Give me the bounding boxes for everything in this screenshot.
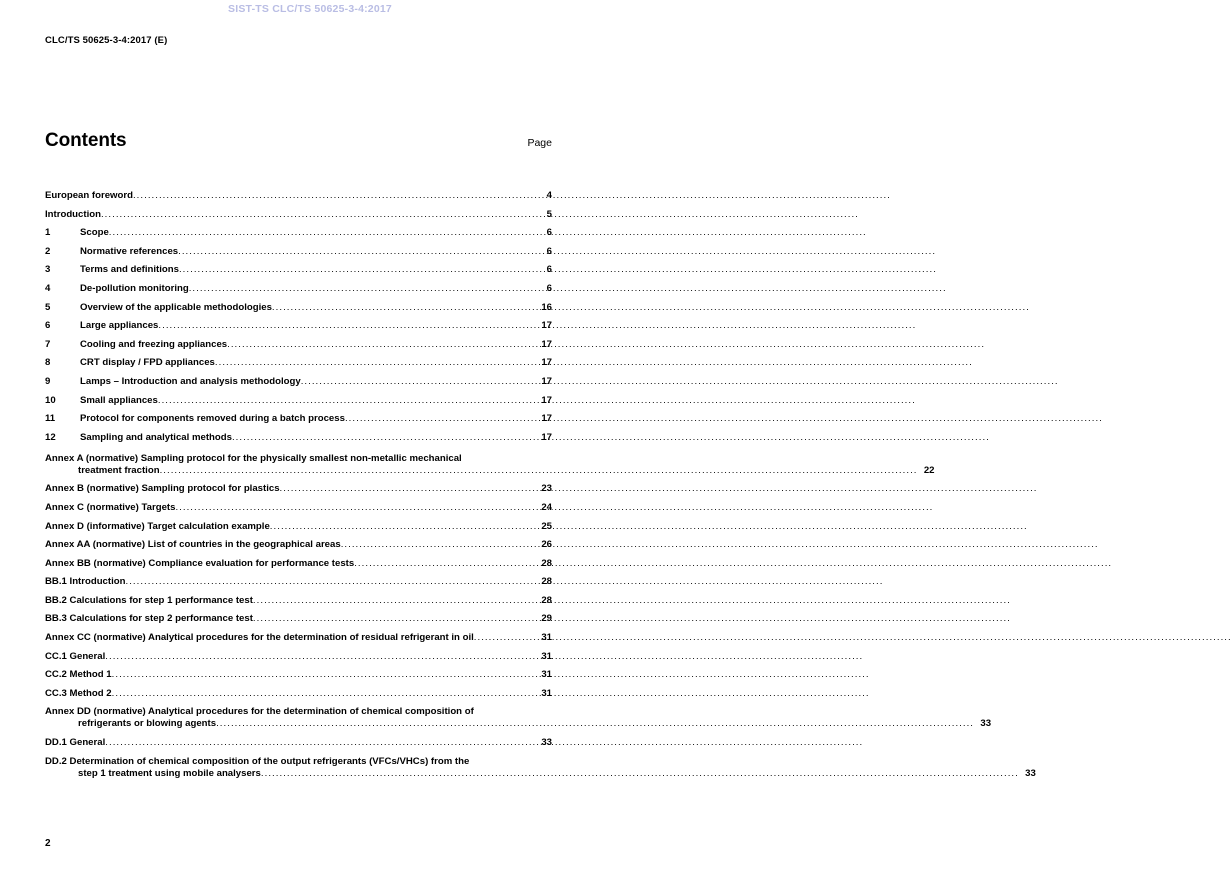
toc-entry-title: Introduction [45,208,101,220]
toc-entry-page-number: 6 [546,264,552,276]
toc-entry-page-number: 26 [541,539,552,551]
toc-leader-dots [216,718,974,730]
toc-leader-dots [227,339,535,350]
toc-entry[interactable] [45,209,552,221]
toc-entry-title: Annex C (normative) Targets [45,501,176,513]
toc-entry-number: 5 [45,301,51,313]
toc-entry-page-number: 6 [546,282,552,294]
toc-entry[interactable] [45,413,552,425]
toc-entry[interactable] [45,613,552,625]
toc-entry-title: Cooling and freezing appliances [80,338,228,350]
watermark-header: SIST-TS CLC/TS 50625-3-4:2017 [228,3,392,15]
toc-entry-page-number: 33 [980,718,992,730]
footer-page-number: 2 [45,838,51,849]
contents-header-row [45,130,552,152]
toc-leader-dots [125,576,535,587]
toc-entry-page-number: 28 [541,576,552,588]
toc-entry-title: DD.1 General [45,737,106,749]
toc-leader-dots [189,283,535,294]
toc-entry-number: 11 [45,413,56,425]
toc-entry[interactable] [45,576,552,588]
toc-entry-page-number: 25 [541,520,552,532]
toc-entry-title: Annex D (informative) Target calculation example [45,520,270,532]
toc-entry-title: Annex AA (normative) List of countries in the geographical areas [45,539,341,551]
toc-leader-dots [232,432,535,443]
toc-entry-title: Scope [80,227,109,239]
toc-leader-dots [345,413,535,424]
toc-leader-dots [253,595,535,606]
toc-entry[interactable] [45,395,552,407]
toc-entry[interactable] [45,688,552,700]
toc-entry[interactable] [45,483,552,495]
toc-entry-page-number: 17 [541,394,552,406]
toc-entry-number: 8 [45,357,51,369]
toc-entry-title: European foreword [45,190,133,201]
toc-entry-page-number: 17 [541,413,552,425]
toc-entry-title: Annex CC (normative) Analytical procedures for the determination of residual refrigerant in oil [45,632,474,644]
toc-entry-page-number: 5 [546,208,552,220]
toc-entry[interactable] [45,283,552,295]
toc-entry-title: Large appliances [80,320,159,332]
toc-leader-dots [354,558,535,569]
toc-leader-dots [109,227,535,238]
toc-leader-dots [215,357,535,368]
toc-entry-page-number: 33 [1025,767,1036,779]
toc-entry[interactable] [45,264,552,276]
toc-entry-number: 7 [45,338,51,350]
table-of-contents [45,190,1036,786]
toc-entry-number: 10 [45,394,56,406]
toc-entry-title: Annex A (normative) Sampling protocol for the physically smallest non-metallic mechanical [45,452,462,464]
toc-entry[interactable] [45,669,552,681]
toc-entry[interactable] [45,737,552,749]
toc-entry-number: 1 [45,227,51,239]
toc-entry-title: Annex BB (normative) Compliance evaluation for performance tests [45,557,355,569]
toc-entry-page-number: 31 [541,632,552,644]
toc-entry[interactable] [45,521,552,533]
toc-entry-title: DD.2 Determination of chemical composition of the output refrigerants (VFCs/VHCs) from the [45,755,470,767]
toc-entry-title: CRT display / FPD appliances [80,357,215,369]
toc-entry-page-number: 17 [541,357,552,369]
toc-entry[interactable] [45,320,552,332]
toc-entry[interactable] [45,357,552,369]
toc-entry[interactable] [45,227,552,239]
toc-leader-dots [105,651,535,662]
toc-entry-title-continuation: treatment fraction [78,464,160,476]
toc-leader-dots [272,302,535,313]
toc-entry-page-number: 22 [923,464,935,476]
toc-entry[interactable] [45,452,935,477]
toc-entry-page-number: 28 [541,594,552,606]
toc-leader-dots [261,768,1019,780]
toc-entry-title: Terms and definitions [80,264,179,276]
toc-entry[interactable] [45,755,1036,780]
toc-leader-dots [160,465,918,477]
running-head: CLC/TS 50625-3-4:2017 (E) [45,35,168,46]
toc-entry-page-number: 33 [541,737,552,749]
toc-entry-page-number: 4 [546,190,552,201]
toc-entry-page-number: 17 [541,338,552,350]
toc-leader-dots [474,632,535,643]
toc-entry-number: 12 [45,431,56,443]
page-title: Contents [45,130,127,151]
toc-entry-title: BB.1 Introduction [45,576,126,588]
toc-entry[interactable] [45,651,552,663]
toc-entry-page-number: 23 [541,483,552,495]
toc-entry[interactable] [45,339,552,351]
toc-entry-title: CC.3 Method 2 [45,687,112,699]
toc-entry[interactable] [45,632,552,644]
toc-entry-title-continuation: step 1 treatment using mobile analysers [78,767,261,779]
toc-entry[interactable] [45,432,552,444]
toc-entry-title: Sampling and analytical methods [80,431,232,443]
toc-entry[interactable] [45,190,552,202]
toc-entry-number: 3 [45,264,51,276]
toc-entry[interactable] [45,302,552,314]
toc-entry[interactable] [45,539,552,551]
toc-leader-dots [301,376,535,387]
toc-entry-title: BB.2 Calculations for step 1 performance test [45,594,253,606]
toc-leader-dots [270,521,535,532]
toc-entry[interactable] [45,706,992,730]
toc-leader-dots [175,502,535,513]
toc-entry-title: BB.3 Calculations for step 2 performance test [45,613,253,625]
toc-leader-dots [158,395,535,406]
toc-entry-page-number: 31 [541,669,552,681]
toc-entry-title: De-pollution monitoring [80,282,189,294]
toc-leader-dots [253,613,535,624]
toc-entry-page-number: 29 [541,613,552,625]
toc-leader-dots [112,669,535,680]
toc-entry-number: 2 [45,245,51,257]
toc-leader-dots [101,209,535,220]
toc-entry-page-number: 28 [541,557,552,569]
toc-leader-dots [105,737,535,748]
toc-entry-title: Annex B (normative) Sampling protocol for plastics [45,483,280,495]
toc-entry-number: 6 [45,320,51,332]
toc-leader-dots [179,264,535,275]
toc-entry-page-number: 24 [541,501,552,513]
toc-leader-dots [158,320,535,331]
toc-entry-page-number: 31 [541,650,552,662]
toc-entry-page-number: 16 [541,301,552,313]
toc-entry-page-number: 17 [541,320,552,332]
toc-entry-title: Lamps – Introduction and analysis methodology [80,375,301,387]
toc-leader-dots [280,483,535,494]
toc-entry-title: Normative references [80,245,179,257]
toc-entry-page-number: 31 [541,687,552,699]
toc-entry-title: Small appliances [80,394,158,406]
toc-leader-dots [112,688,535,699]
toc-entry-title: Overview of the applicable methodologies [80,301,272,313]
toc-entry[interactable] [45,246,552,258]
toc-entry-page-number: 6 [546,227,552,239]
toc-entry-number: 4 [45,282,51,294]
toc-leader-dots [178,246,535,257]
toc-entry-title: Protocol for components removed during a batch process [80,413,345,425]
toc-entry-title-continuation: refrigerants or blowing agents [78,718,217,730]
toc-entry-page-number: 6 [546,245,552,257]
toc-entry[interactable] [45,502,552,514]
toc-leader-dots [341,539,535,550]
toc-entry-title: Annex DD (normative) Analytical procedures for the determination of chemical composition of [45,706,474,718]
toc-entry-title: CC.1 General [45,650,106,662]
page-column-label: Page [527,137,552,149]
toc-entry-title: CC.2 Method 1 [45,669,112,681]
toc-entry-page-number: 17 [541,375,552,387]
toc-entry[interactable] [45,376,552,388]
toc-leader-dots [133,190,535,201]
toc-entry[interactable] [45,558,552,570]
toc-entry[interactable] [45,595,552,607]
toc-entry-page-number: 17 [541,431,552,443]
toc-entry-number: 9 [45,375,51,387]
